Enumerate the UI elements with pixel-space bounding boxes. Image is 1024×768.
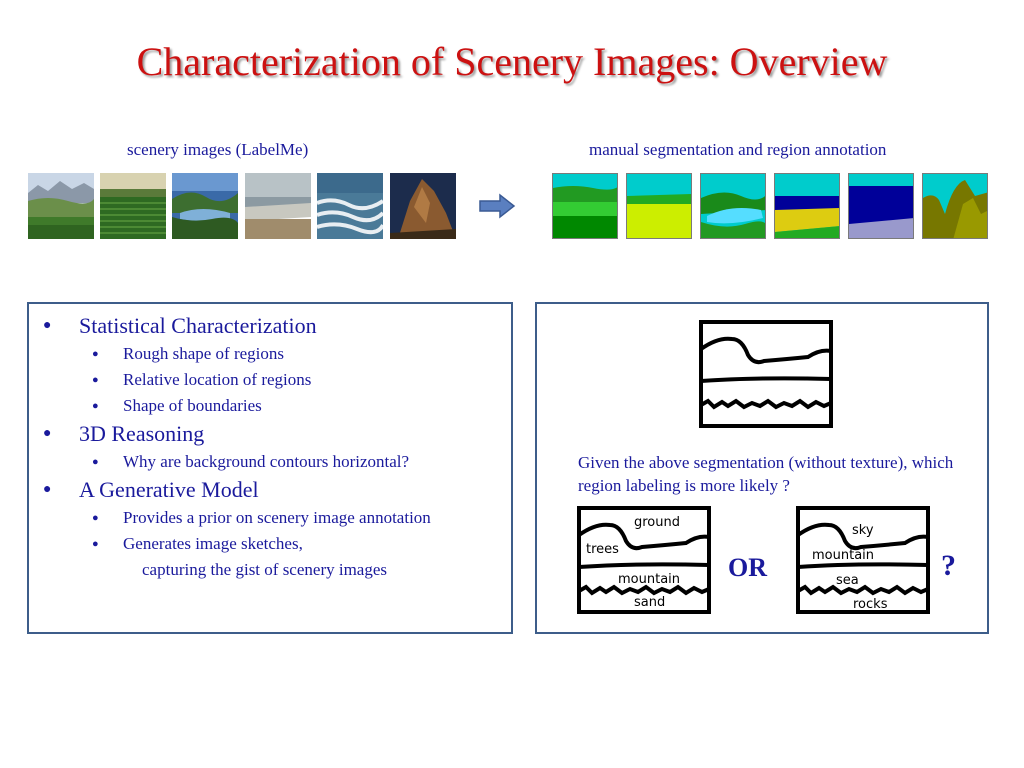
thumbnail-ocean-waves	[317, 173, 383, 239]
right-arrow-icon	[478, 193, 516, 224]
thumbnail-rock-formation	[390, 173, 456, 239]
segmentation-map-5	[848, 173, 914, 239]
question-text: Given the above segmentation (without texture), which region labeling is more likely ?	[578, 453, 954, 495]
option-b-label-rocks: rocks	[853, 597, 888, 612]
bullet-box	[27, 302, 513, 634]
scenery-images-caption: scenery images (LabelMe)	[127, 140, 309, 159]
thumbnail-lake-hills	[172, 173, 238, 239]
labeling-option-a	[576, 505, 712, 615]
sub-bullet: ● Generates image sketches,	[29, 531, 511, 557]
sub-bullet: ● Provides a prior on scenery image annotation	[29, 505, 511, 531]
or-label: OR	[728, 553, 767, 582]
labeling-option-b	[795, 505, 931, 615]
option-b-label-sea: sea	[836, 573, 859, 588]
segmentation-map-4	[774, 173, 840, 239]
sub-bullet: ● Rough shape of regions	[29, 341, 511, 367]
bullet-3d-reasoning: ● 3D Reasoning	[29, 419, 511, 449]
thumbnail-beach-shore	[245, 173, 311, 239]
segmentation-caption: manual segmentation and region annotation	[589, 140, 887, 159]
option-a-label-ground: ground	[634, 515, 680, 530]
sub-bullet-continuation: capturing the gist of scenery images	[142, 560, 388, 579]
option-a-label-mountain: mountain	[618, 572, 681, 587]
segmentation-map-2	[626, 173, 692, 239]
thumbnail-crop-field	[100, 173, 166, 239]
sub-bullet: ● Why are background contours horizontal?	[29, 449, 511, 475]
option-b-label-sky: sky	[852, 523, 874, 538]
segmentation-map-3	[700, 173, 766, 239]
segmentation-map-6	[922, 173, 988, 239]
option-b-label-mountain: mountain	[812, 548, 875, 563]
sub-bullet: ● Relative location of regions	[29, 367, 511, 393]
question-mark: ?	[941, 549, 956, 582]
option-a-label-trees: trees	[586, 542, 619, 557]
sub-bullet: ● Shape of boundaries	[29, 393, 511, 419]
slide-title: Characterization of Scenery Images: Overview	[136, 39, 888, 84]
option-a-label-sand: sand	[634, 595, 666, 610]
bullet-generative-model: ● A Generative Model	[29, 475, 511, 505]
bullet-statistical: ● Statistical Characterization	[29, 311, 511, 341]
segmentation-sketch	[698, 319, 834, 429]
thumbnail-mountain-valley	[28, 173, 94, 239]
bullet-list	[29, 311, 511, 583]
segmentation-map-1	[552, 173, 618, 239]
